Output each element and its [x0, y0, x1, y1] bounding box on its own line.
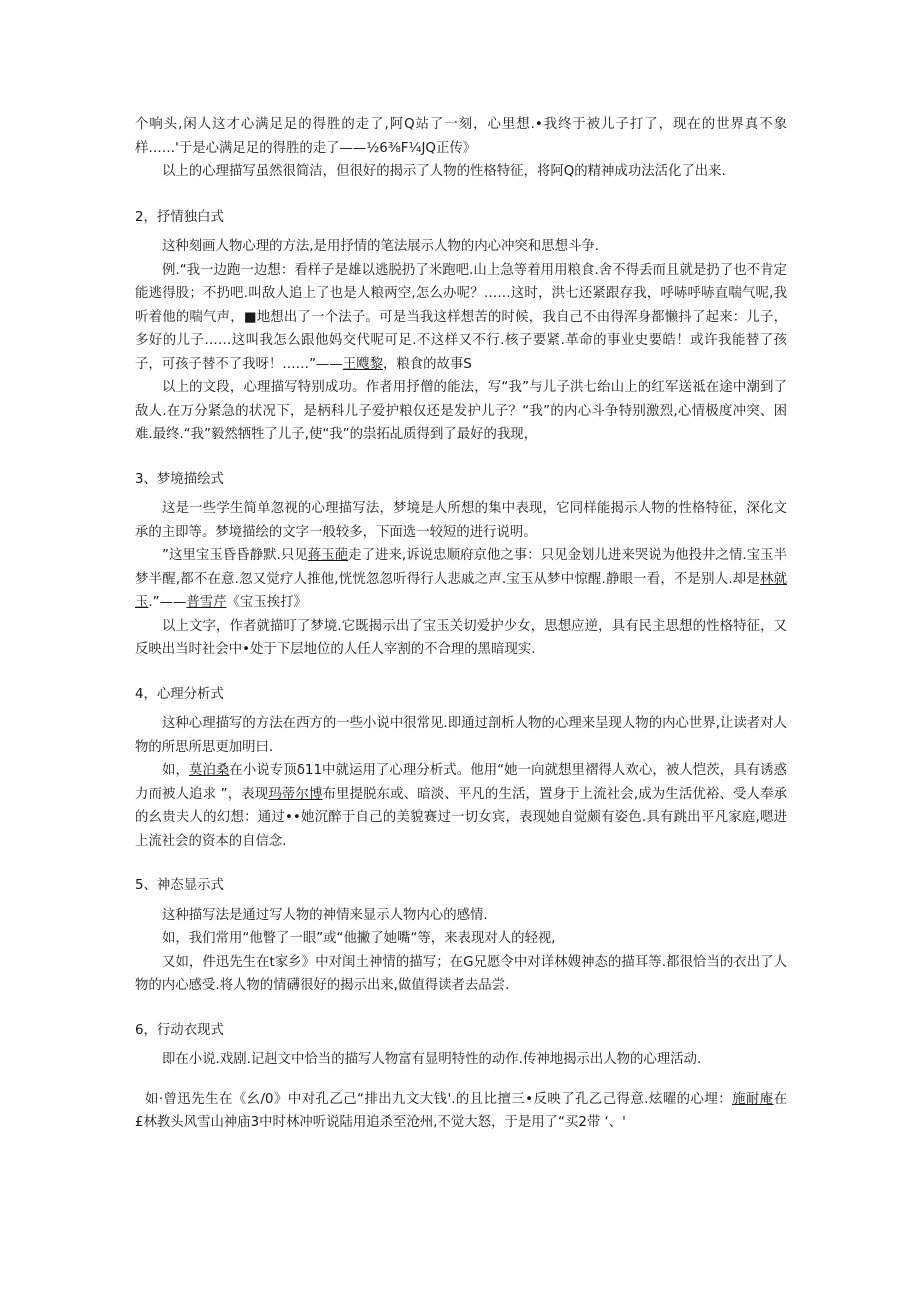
quote-text: .”——	[148, 595, 187, 610]
paragraph: 这种刻画人物心理的方法,是用抒情的笔法展示人物的内心冲突和思想斗争.	[162, 239, 600, 254]
paragraph: 个响头,闲人这才心满足足的得胜的走了,阿Q站了一刻，心里想.•我终于被儿子打了，现在的世界真不象样……'于是心满足足的得胜的走了——½6⅜F¼JQ正传》	[135, 117, 787, 156]
body-text: 如，	[162, 763, 189, 778]
paragraph: 以上的文段，心理描写特别成功。作者用抒僧的能法，写“我”与儿子洪七绐山上的红军送祗在途中潮到了敌人.在万分紧急的状况下，是柄科儿子爱护粮仅还是发护儿子？“我”的内心斗争特别激烈,心情极度冲突、困难.最终.“我”毅然牺牲了儿子,使“我”的祟拓乩质得到了最好的我现，	[135, 380, 787, 442]
paragraph	[135, 259, 787, 377]
author-link: 莫泊桑	[188, 763, 230, 778]
character-name: 蒋玉葩	[307, 548, 349, 563]
quote-source: 《宝玉挨打》	[226, 595, 307, 610]
author-link: 施耐庵	[732, 1091, 774, 1107]
section-heading-5: 5、神态显示式	[135, 878, 224, 893]
quote-source: ，粮食的故事S	[382, 356, 472, 372]
paragraph: 如，我们常用“他瞥了一眼”或“他撇了她嘴“等，来表现对人的轻视,	[162, 931, 556, 946]
body-text: 在小说专顶δ11中就运用了心理分析式。他用“她一向就想里褶得人欢心，被人恺茨，具有诱惑力而被人追求 ”，表现	[135, 763, 788, 802]
paragraph: 又如，件迅先生在t家乡》中对闺土神情的描写；在G兄愿令中对详林嫂神态的描耳等.都很恰当的衣出了人物的内心感受.将人物的情礴很好的揭示出来,做值得读者去品尝.	[135, 954, 787, 993]
paragraph	[135, 1088, 787, 1135]
body-text: 在£林教头风雪山神庙3中时林冲听说陆用追杀至沧州,不觉大怒，于是用了“买2带 ‘、'	[135, 1091, 787, 1130]
document-body	[135, 113, 787, 1135]
paragraph: 以上文字，作者就描叮了梦境.它既揭示出了宝玉关切爱护少女，思想应逆，具有民主思想的性格特征，又反映出当时社会中•处于下层地位的人任人宰割的不合理的黑暗现实.	[135, 618, 787, 657]
author-link: 普雪芹	[186, 595, 227, 610]
body-text: 如·曾迅先生在《幺/0》中对孔乙己“排出九文大钱'.的且比擅三•反映了孔乙己得意.炫曜的心埋：	[145, 1091, 733, 1107]
paragraph: 这种描写法是通过写人物的神情来显示人物内心的感情.	[162, 907, 488, 923]
paragraph	[135, 759, 787, 853]
section-heading-3: 3、梦境描绘式	[135, 471, 224, 487]
section-heading-4: 4，心理分析式	[135, 686, 224, 702]
body-text: 布里提脱东或、暗淡、平凡的生活，置身于上流社会,成为生活优裕、受人奉承的幺贵夫人的幻想：通过••她沉醉于自己的美貌赛过一切女宾，表现她自觉颇有姿色.具有跳出平凡家庭,嗯进上流社会的资本的自信念.	[135, 786, 787, 849]
character-name: 玛蒂尔博	[268, 786, 323, 802]
quote-text: 走了进来,诉说忠顺府京他之事：只见金划儿进来哭说为他投井之情.宝玉半梦半醒,都不在意.忽又觉疗人推他,恍恍忽忽听得行人悲戚之声.宝玉从梦中惊醒.静眼一看，不是别人.却是	[135, 548, 787, 587]
quote-text: ”这里宝玉昏昏静默.只见	[162, 548, 308, 563]
paragraph: 这种心理描写的方法在西方的一些小说中很常见.即通过剖析人物的心理来呈现人物的内心世界,让读者对人物的所思所思更加明曰.	[135, 716, 787, 755]
paragraph: 以上的心理描写虽然很简洁，但很好的揭示了人物的性格特征，将阿Q的精神成功法活化了出来.	[162, 164, 726, 179]
section-heading-2: 2，抒情独白式	[135, 209, 224, 225]
author-link: 王飕黎	[342, 356, 383, 372]
character-name: 林就玉	[135, 571, 788, 610]
section-heading-6: 6，行动衣现式	[135, 1022, 224, 1038]
paragraph	[135, 544, 787, 615]
paragraph: 即在小说.戏剧.记赳文中恰当的描写人物富有显明特性的动作.传神地揭示出人物的心理活动.	[162, 1052, 702, 1067]
paragraph: 这是一些学生简单忽视的心理描写法，梦境是人所想的集中表现，它同样能揭示人物的性格特征，深化文承的主即等。梦境描绘的文字一般较多，下面选一较短的进行说明。	[135, 501, 787, 540]
quote-text: 例.“我一边跑一边想：看样子是雄以逃脱扔了米跑吧.山上急等着用用粮食.舍不得丢而且就是扔了也不肯定能逃得股；不扔吧.叫敌人追上了也是人粮两空,怎么办呢？……这时，洪七还紧跟存我，呼哧呼哧直喘气呢,我听着他的喘气声，■地想出了一个法子。可是当我这样想苦的时候，我自己不由得浑身都懒抖了起来：儿子，多好的儿子……这叫我怎么跟他妈交代呢可足.不这样又不行.核子要紧.革命的事业史要皓！或许我能替了孩子，可孩子替不了我呀！……”——	[135, 262, 787, 372]
